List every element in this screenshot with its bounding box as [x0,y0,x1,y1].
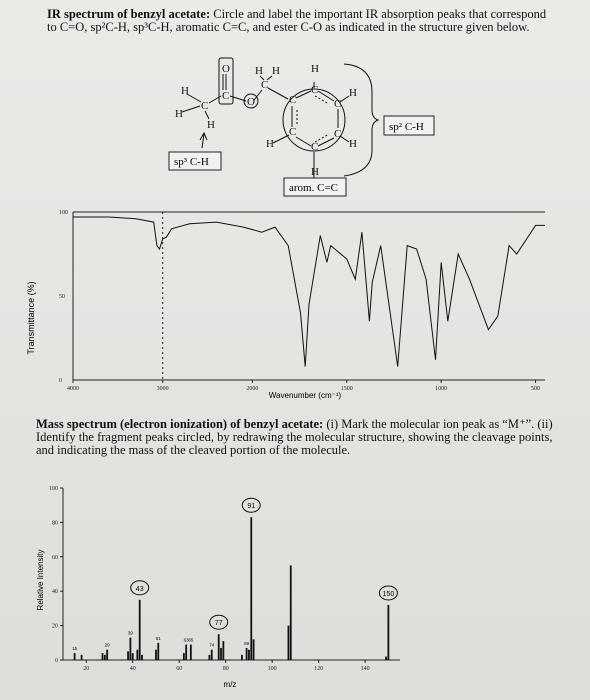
carbonyl-carbon: C [222,90,230,102]
mass-spectrum-chart [0,480,590,695]
methyl-h-left: H [175,108,183,120]
ms-question [36,418,556,457]
ir-y-tick-label: 50 [59,294,65,300]
ring-h-upper-right: H [349,87,357,99]
sp3-label: sp³ C-H [174,156,209,168]
ir-y-tick-label: 100 [59,210,68,216]
ms-peak-label: 15 [72,646,78,652]
ms-peak-label: 39 [127,630,133,636]
ester-oxygen: O [247,96,255,108]
ir-x-axis-label: Wavenumber (cm⁻¹) [268,391,342,400]
sp2-label: sp² C-H [389,121,424,133]
ms-x-tick-label: 40 [129,666,136,672]
ir-x-tick-label: 1000 [435,386,448,392]
ms-peak-label: 74 [209,642,215,648]
ir-x-tick-label: 3000 [156,386,169,392]
ms-y-tick-label: 100 [49,486,58,492]
ring-h-lower-left: H [266,138,274,150]
benzyl-acetate-structure [0,0,590,215]
ms-x-tick-label: 140 [360,666,370,672]
sp2-bracket [344,64,378,176]
ring-h-lower-right: H [349,138,357,150]
ring-c3: C [334,98,342,110]
ir-title: IR spectrum of benzyl acetate: [47,7,211,21]
ms-x-tick-label: 20 [83,666,90,672]
ms-y-tick-label: 20 [52,623,58,630]
ms-x-tick-label: 120 [314,666,324,672]
ms-circled-peak-label: 43 [135,585,144,593]
ir-x-tick-label: 4000 [67,386,79,392]
ms-title: Mass spectrum (electron ionization) of benzyl acetate: [36,417,324,431]
ms-instruction: (i) Mark the molecular ion peak as “M⁺”. (ii) Identify the fragment peaks circled, by redrawing the molecular structure, showing the cleavage points, and indicating the mass of the cleaved portion of the molecule. [36,417,553,457]
ir-y-tick-label: 0 [59,378,62,384]
methyl-h-bottom: H [207,119,215,131]
ms-peak-label: 29 [104,642,110,648]
ms-y-tick-label: 0 [55,658,58,664]
ring-c1: C [289,94,297,106]
ms-peak-label: 65 [188,637,194,643]
carbonyl-oxygen: O [222,63,230,75]
ch2-h-left: H [255,65,263,77]
ir-x-tick-label: 500 [531,386,541,392]
ms-x-tick-label: 100 [267,666,277,672]
ms-y-tick-label: 60 [52,554,58,561]
ir-y-axis-label: Transmittance (%) [26,281,36,355]
ring-c6: C [289,126,297,138]
ir-x-tick-label: 2000 [246,386,259,392]
methyl-carbon: C [201,100,209,112]
ms-x-tick-label: 60 [176,666,183,672]
ms-x-tick-label: 80 [222,666,229,672]
ms-circled-peak-label: 77 [214,620,223,628]
arom-label: arom. C=C [289,182,338,194]
ms-y-axis-label: Relative Intensity [36,549,45,611]
ms-peak-label: 89 [244,640,250,646]
ms-x-axis-label: m/z [223,680,237,689]
ir-instruction: Circle and label the important IR absorption peaks that correspond to C=O, sp²C-H, sp³C-H, aromatic C=C, and ester C-O as indicated in the structure given below. [47,7,547,34]
ir-spectrum-chart [0,198,590,408]
methyl-h-top: H [181,85,189,97]
ms-peak-label: 51 [155,635,161,641]
ir-x-tick-label: 1500 [340,386,353,392]
ch2-carbon: C [261,79,269,91]
ms-peak-label: 63 [183,637,189,643]
ring-c4: C [334,128,342,140]
ms-circled-peak-label: 91 [247,503,256,511]
ring-h-bottom: H [311,166,319,178]
ir-spectrum-line [73,217,545,367]
ring-h-top: H [311,63,319,75]
ms-y-tick-label: 80 [52,520,58,527]
ch2-h-right: H [272,65,280,77]
ring-c2: C [311,84,319,96]
ms-circled-peak-label: 150 [382,590,395,598]
ring-c5: C [311,141,319,153]
ms-y-tick-label: 40 [52,589,58,596]
